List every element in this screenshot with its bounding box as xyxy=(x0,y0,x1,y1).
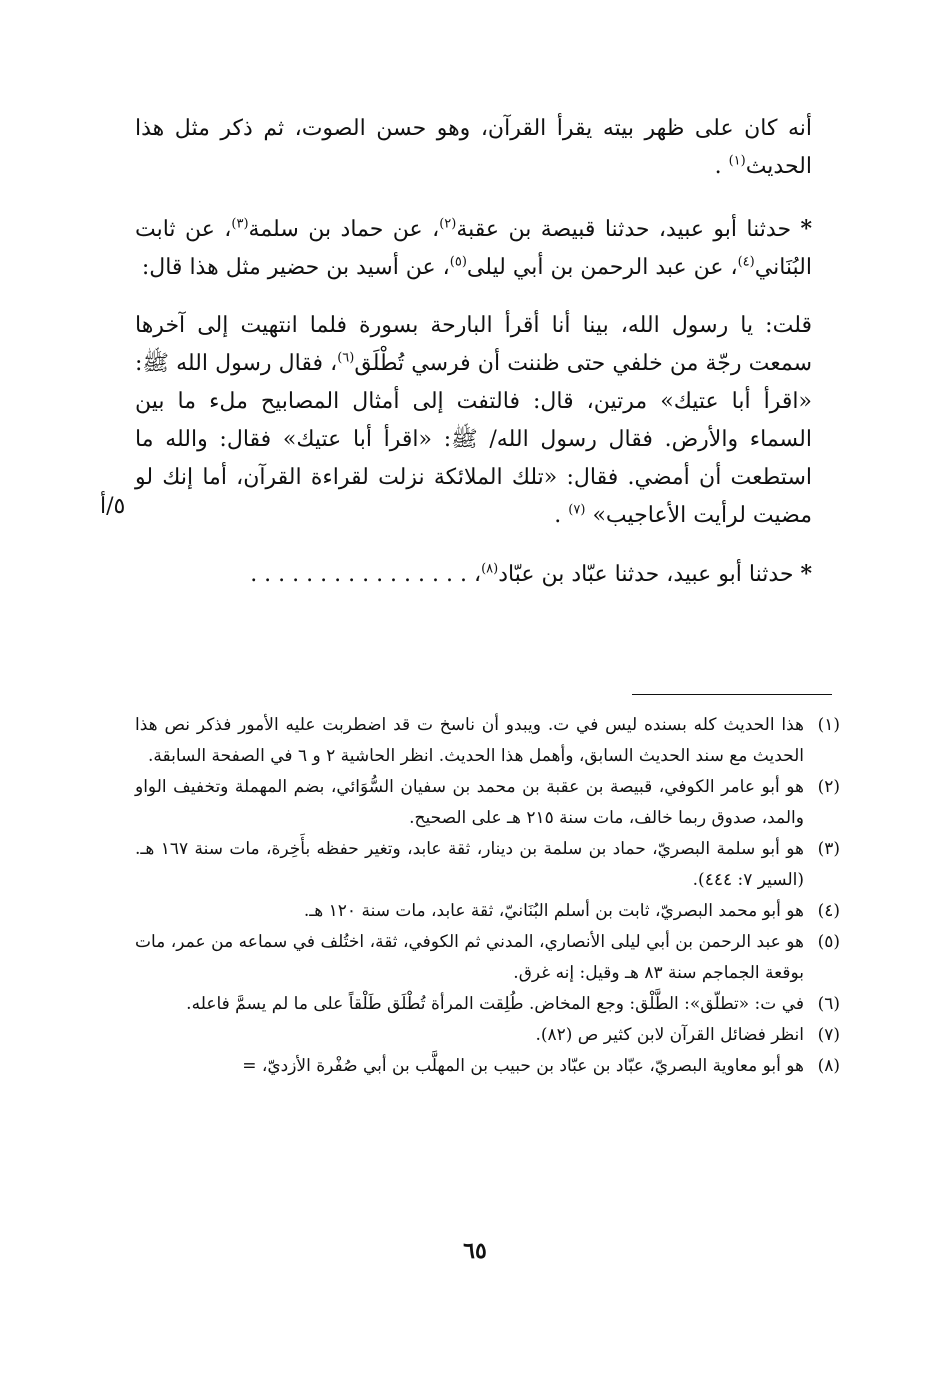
text-run: ، عن عبد الرحمن بن أبي ليلى xyxy=(466,255,738,280)
footnote-item xyxy=(135,834,840,896)
footnote-number: (٥) xyxy=(817,932,840,952)
text-run: ، عن ثابت البُنَاني xyxy=(135,217,812,280)
footnote-ref: (٥) xyxy=(449,254,467,270)
footnote-item xyxy=(135,772,840,834)
footnote-number: (٢) xyxy=(817,777,840,797)
footnote-item xyxy=(135,927,840,989)
page-number: ٦٥ xyxy=(463,1238,487,1264)
footnote-ref: (١) xyxy=(728,153,746,169)
text-run: هذا الحديث xyxy=(135,116,812,179)
manuscript-folio-marker: ٥/أ xyxy=(100,494,126,519)
footnote-text: هو أبو عامر الكوفي، قبيصة بن عقبة بن محمد بن سفيان السُّوَائي، بضم المهملة وتخفيف الواو والمد، صدوق ربما خالف، مات سنة ٢١٥ هـ على الصحيح. xyxy=(135,777,804,828)
footnote-ref: (٤) xyxy=(737,254,755,270)
footnote-ref: (٧) xyxy=(568,502,586,518)
footnote-text: هو أبو سلمة البصريّ، حماد بن سلمة بن دينار، ثقة عابد، وتغير حفظه بأَخِرة، مات سنة ١٦٧ هـ. (السير ٧: ٤٤٤). xyxy=(135,839,804,890)
ellipsis-dots: . . . . . . . . . . . . . . . . xyxy=(250,562,467,587)
paragraph-4 xyxy=(135,555,832,594)
text-run: . xyxy=(714,154,722,179)
text-run: حدثنا أبو عبيد، حدثنا عبّاد بن عبّاد xyxy=(498,562,794,587)
paragraph-2 xyxy=(135,210,832,287)
text-run: حدثنا أبو عبيد، حدثنا قبيصة بن عقبة xyxy=(456,217,792,242)
footnote-item xyxy=(135,989,840,1020)
footnote-number: (٦) xyxy=(817,994,840,1014)
asterisk-marker: * xyxy=(800,216,812,242)
footnote-number: (١) xyxy=(817,715,840,735)
footnote-ref: (٦) xyxy=(337,350,355,366)
footnote-item xyxy=(135,710,840,772)
footnote-text: هذا الحديث كله بسنده ليس في ت. ويبدو أن ناسخ ت قد اضطربت عليه الأمور فذكر نص هذا الحديث مع سند الحديث السابق، وأهمل هذا الحديث. انظر الحاشية ٢ و ٦ في الصفحة السابقة. xyxy=(135,715,804,766)
footnote-text: هو أبو معاوية البصريّ، عبّاد بن عبّاد بن حبيب بن المهلَّب بن أبي صُفْرة الأزديّ، = xyxy=(242,1056,804,1076)
footnote-item xyxy=(135,1020,840,1051)
footnote-number: (٤) xyxy=(817,901,840,921)
footnote-item xyxy=(135,1051,840,1082)
footnote-item xyxy=(135,896,840,927)
footnote-text: هو أبو محمد البصريّ، ثابت بن أسلم البُنَانيّ، ثقة عابد، مات سنة ١٢٠ هـ. xyxy=(303,901,804,921)
asterisk-marker: * xyxy=(800,561,812,587)
footnote-ref: (٣) xyxy=(231,216,249,232)
main-text xyxy=(135,110,832,594)
footnote-ref: (٨) xyxy=(481,561,499,577)
text-run: أنه كان على ظهر بيته يقرأ القرآن، وهو حسن الصوت، ثم ذكر مثل xyxy=(174,116,813,141)
footnote-ref: (٢) xyxy=(439,216,457,232)
text-run: قلت: يا رسول الله، بينا أنا أقرأ البارحة بسورة فلما انتهيت إلى آخرها سمعت رجّة من خلفي حتى ظننت أن فرسي تُطْلَق xyxy=(135,313,813,376)
text-run: ، عن حماد بن سلمة xyxy=(248,217,440,242)
text-run: . xyxy=(554,503,562,528)
footnote-divider xyxy=(632,694,832,695)
paragraph-3 xyxy=(135,307,832,535)
footnote-text: في ت: «تطلّق»: الطَّلْق: وجع المخاض. طُلِقت المرأة تُطْلَق طَلْقاً على ما لم يسمَّ فاعله. xyxy=(186,994,804,1014)
footnote-text: هو عبد الرحمن بن أبي ليلى الأنصاري، المدني ثم الكوفي، ثقة، اختُلف في سماعه من عمر، مات بوقعة الجماجم سنة ٨٣ هـ وقيل: إنه غرق. xyxy=(135,932,804,983)
footnote-number: (٨) xyxy=(817,1056,840,1076)
footnote-text: انظر فضائل القرآن لابن كثير ص (٨٢). xyxy=(535,1025,804,1045)
paragraph-1 xyxy=(135,110,832,186)
text-run: ، xyxy=(473,562,482,587)
footnotes xyxy=(135,710,840,1082)
footnote-number: (٣) xyxy=(817,839,840,859)
footnote-number: (٧) xyxy=(817,1025,840,1045)
text-run: ، عن أسيد بن حضير مثل هذا قال: xyxy=(141,255,450,280)
text-run: ، فقال رسول الله ﷺ: «اقرأ أبا عتيك» مرتين، قال: فالتفت إلى أمثال المصابيح ملء ما بين السماء والأرض. فقال رسول الله/ ﷺ: «اقرأ أبا عتيك» فقال: والله ما استطعت أن أمضي. فقال: «تلك الملائكة نزلت لقراءة القرآن، أما إنك لو مضيت لرأيت الأعاجيب» xyxy=(135,351,812,528)
